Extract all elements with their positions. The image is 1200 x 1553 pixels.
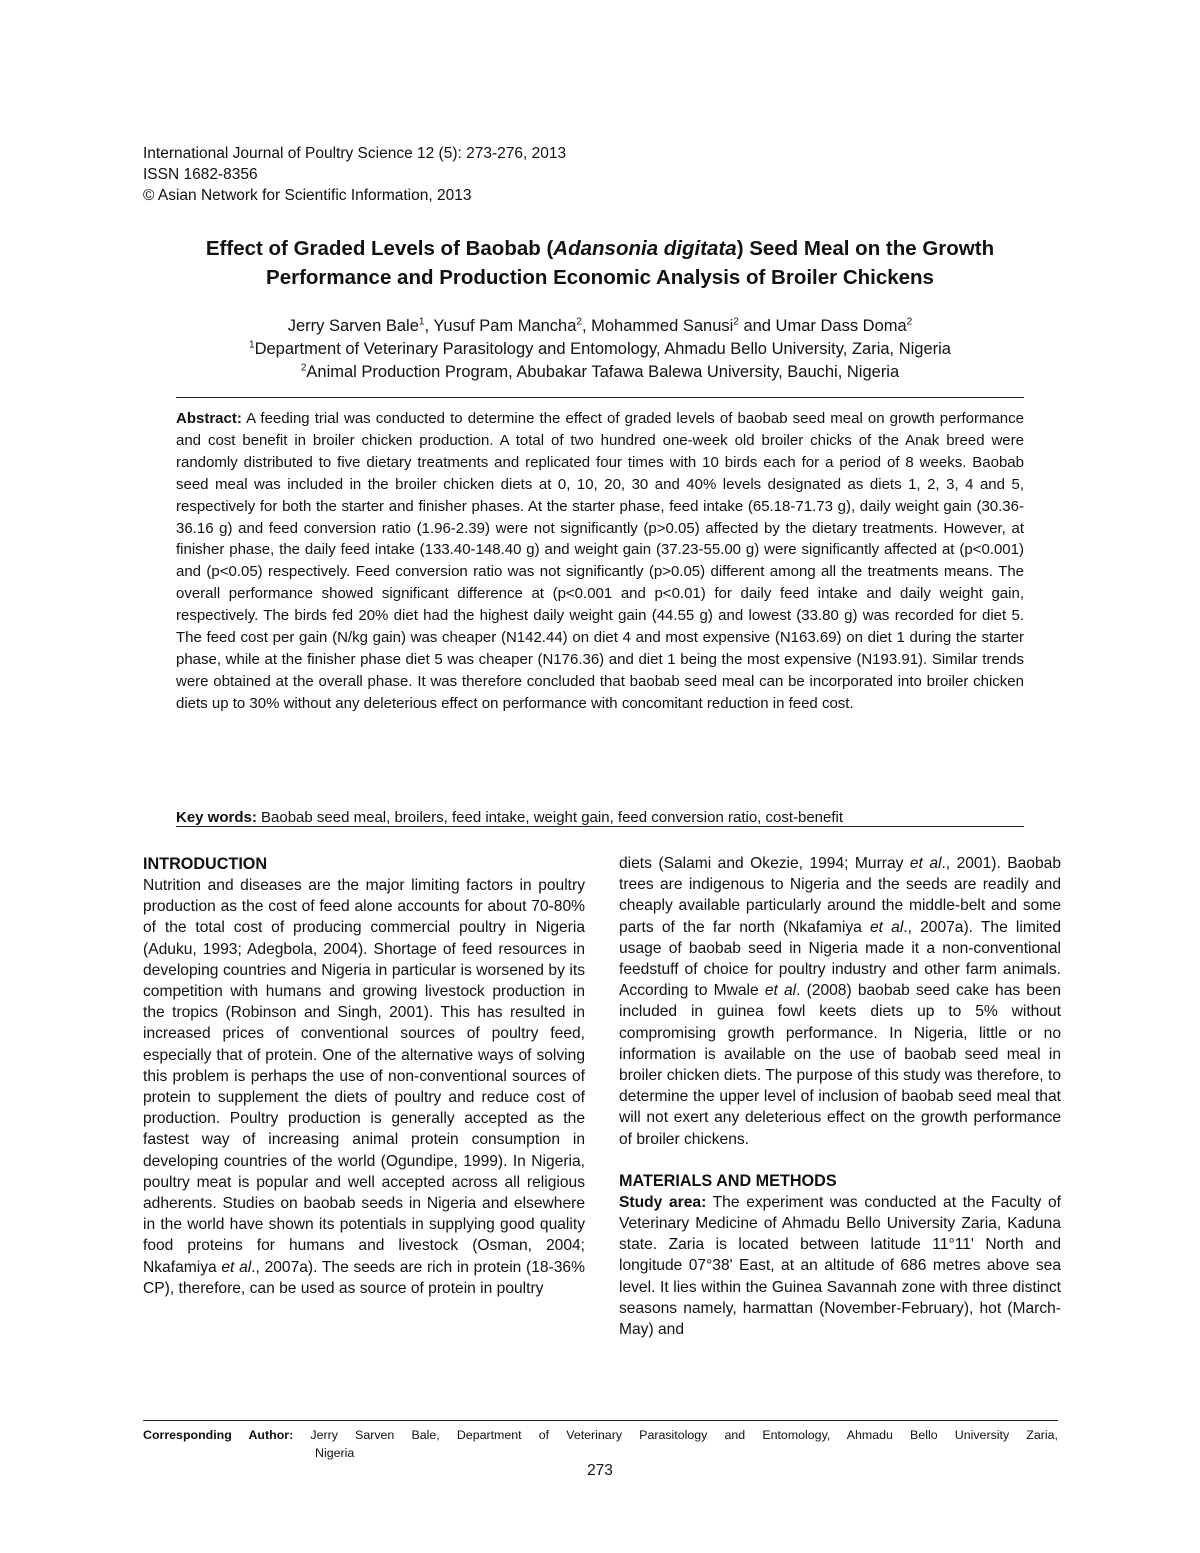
footnote-label: Corresponding Author: xyxy=(143,1428,294,1442)
journal-header xyxy=(143,143,743,206)
title-text: ) Seed Meal on the Growth xyxy=(736,237,995,260)
title-species: Adansonia digitata xyxy=(553,237,737,260)
intro-italic: et al xyxy=(764,982,797,1000)
left-column xyxy=(143,853,585,1299)
copyright: © Asian Network for Scientific Information, 2013 xyxy=(143,187,472,204)
title-text: Effect of Graded Levels of Baobab ( xyxy=(205,237,554,260)
affiliation-marker: 1 xyxy=(418,316,425,328)
footnote-line-1 xyxy=(143,1426,1058,1444)
abstract xyxy=(176,408,1024,715)
author-name: Jerry Sarven Bale xyxy=(287,317,419,335)
intro-italic: et al xyxy=(221,1258,252,1276)
affiliation-2 xyxy=(120,361,1080,384)
abstract-text: A feeding trial was conducted to determine the effect of graded levels of baobab seed meal on growth performance and cost benefit in broiler chicken production. A total of two hundred one-week old broiler chicks of the Anak breed were randomly distributed to five dietary treatments and replicated four times with 10 birds each for a period of 8 weeks. Baobab seed meal was included in the broiler chicken diets at 0, 10, 20, 30 and 40% levels designated as diets 1, 2, 3, 4 and 5, respectively for both the starter and finisher phases. At the starter phase, feed intake (65.18-71.73 g), daily weight gain (30.36-36.16 g) and feed conversion ratio (1.96-2.39) were not significantly (p>0.05) affected by the dietary treatments. However, at finisher phase, the daily feed intake (133.40-148.40 g) and weight gain (37.23-55.00 g) were significantly affected at (p<0.001) and (p<0.05) respectively. Feed conversion ratio was not significantly (p>0.05) different among all the treatments means. The overall performance showed significant difference at (p<0.001 and p<0.01) for daily feed intake and daily weight gain, respectively. The birds fed 20% diet had the highest daily weight gain (44.55 g) and lowest (33.80 g) was recorded for diet 5. The feed cost per gain (N/kg gain) was cheaper (N142.44) on diet 4 and most expensive (N163.69) on diet 1 during the starter phase, while at the finisher phase diet 5 was cheaper (N176.36) and diet 1 being the most expensive (N193.91). Similar trends were obtained at the overall phase. It was therefore concluded that baobab seed meal can be incorporated into broiler chicken diets up to 30% without any deleterious effect on performance with concomitant reduction in feed cost. xyxy=(176,410,1024,712)
intro-text: ., 2007a). The seeds are rich in protein (18-36% CP), therefore, can be used as source of protein in poultry xyxy=(143,1258,585,1297)
journal-citation: International Journal of Poultry Science 12 (5): 273-276, 2013 xyxy=(143,145,567,162)
intro-paragraph-continued xyxy=(619,853,1061,1150)
title-line-2: Performance and Production Economic Analysis of Broiler Chickens xyxy=(266,266,934,289)
affiliation-marker: 2 xyxy=(733,316,739,328)
right-column xyxy=(619,853,1061,1340)
keywords-label: Key words: xyxy=(176,809,257,826)
methods-heading: MATERIALS AND METHODS xyxy=(619,1171,837,1190)
study-area-text: The experiment was conducted at the Faculty of Veterinary Medicine of Ahmadu Bello University Zaria, Kaduna state. Zaria is located between latitude 11°11' North and longitude 07°38' East, at an altitude of 686 metres above sea level. It lies within the Guinea Savannah zone with three distinct seasons namely, harmattan (November-February), hot (March-May) and xyxy=(619,1193,1061,1339)
affiliation-marker: 1 xyxy=(249,339,255,351)
affiliation-1 xyxy=(120,338,1080,361)
author-name: , Mohammed Sanusi xyxy=(581,317,734,335)
issn: ISSN 1682-8356 xyxy=(143,166,258,183)
footnote-text: Jerry Sarven Bale, Department of Veterinary Parasitology and Entomology, Ahmadu Bello University Zaria, xyxy=(310,1428,1058,1442)
author-block xyxy=(120,315,1080,384)
intro-italic: et al xyxy=(869,918,904,936)
intro-paragraph xyxy=(143,875,585,1299)
affiliation-text: Animal Production Program, Abubakar Tafawa Balewa University, Bauchi, Nigeria xyxy=(306,363,900,381)
keywords xyxy=(176,807,1024,828)
affiliation-text: Department of Veterinary Parasitology and Entomology, Ahmadu Bello University, Zaria, Nigeria xyxy=(254,340,951,358)
intro-text: Nutrition and diseases are the major limiting factors in poultry production as the cost of feed alone accounts for about 70-80% of the total cost of producing commercial poultry in Nigeria (Aduku, 1993; Adegbola, 2004). Shortage of feed resources in developing countries and Nigeria in particular is worsened by its competition with humans and growing livestock production in the tropics (Robinson and Singh, 2001). This has resulted in increased prices of conventional sources of poultry feed, especially that of protein. One of the alternative ways of solving this problem is perhaps the use of non-conventional sources of protein to supplement the diets of poultry and reduce cost of production. Poultry production is generally accepted as the fastest way of increasing animal protein consumption in developing countries of the world (Ogundipe, 1999). In Nigeria, poultry meat is popular and well accepted across all religious adherents. Studies on baobab seeds in Nigeria and elsewhere in the world have shown its potentials in supplying good quality food proteins for humans and livestock (Osman, 2004; Nkafamiya xyxy=(143,877,585,1276)
author-name: , Yusuf Pam Mancha xyxy=(424,317,577,335)
intro-text: . (2008) baobab seed cake has been included in guinea fowl keets diets up to 5% without compromising growth performance. In Nigeria, little or no information is available on the use of baobab seed meal in broiler chicken diets. The purpose of this study was therefore, to determine the upper level of inclusion of baobab seed meal that will not exert any deleterious effect on the growth performance of broiler chickens. xyxy=(619,982,1061,1148)
author-name: and Umar Dass Doma xyxy=(738,317,907,335)
abstract-top-rule xyxy=(176,397,1024,398)
affiliation-marker: 2 xyxy=(576,316,582,328)
affiliation-marker: 2 xyxy=(300,362,307,374)
affiliation-marker: 2 xyxy=(906,316,913,328)
corresponding-author-footnote xyxy=(143,1426,1058,1462)
abstract-label: Abstract: xyxy=(176,410,242,427)
intro-italic: et al xyxy=(909,855,942,872)
keywords-text: Baobab seed meal, broilers, feed intake, weight gain, feed conversion ratio, cost-benefit xyxy=(256,809,844,826)
study-area-label: Study area: xyxy=(619,1193,707,1211)
page-number: 273 xyxy=(587,1462,613,1479)
intro-text: ., 2007a). The limited usage of baobab seed in Nigeria made it a non-conventional feedstuff of choice for poultry industry and other farm animals. According to Mwale xyxy=(619,918,1061,1000)
intro-text: ., 2001). Baobab trees are indigenous to Nigeria and the seeds are readily and cheaply available particularly around the middle-belt and some parts of the far north (Nkafamiya xyxy=(619,855,1061,936)
title-line-1 xyxy=(120,234,1080,263)
footnote-line-2: Nigeria xyxy=(315,1446,355,1460)
intro-text: diets (Salami and Okezie, 1994; Murray xyxy=(619,855,910,872)
author-list xyxy=(120,315,1080,338)
introduction-heading: INTRODUCTION xyxy=(143,855,268,873)
keywords-bottom-rule xyxy=(176,826,1024,827)
paper-title xyxy=(120,234,1080,292)
study-area-paragraph xyxy=(619,1192,1061,1340)
footnote-rule xyxy=(143,1420,1058,1421)
